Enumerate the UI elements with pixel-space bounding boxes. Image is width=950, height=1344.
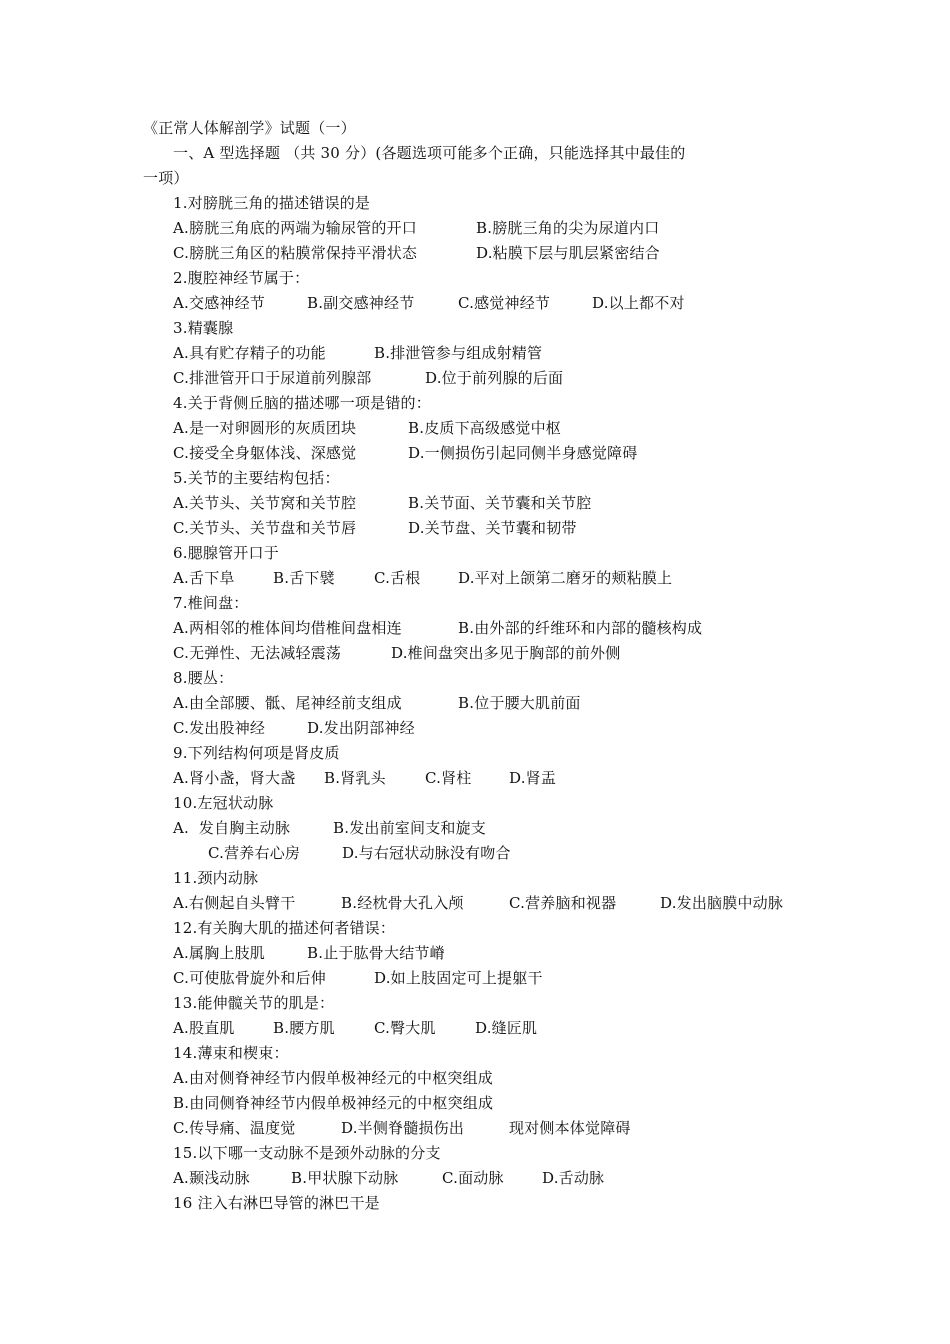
option-a: A.关节头、关节窝和关节腔 xyxy=(173,494,357,512)
question-8-options-row-2 xyxy=(173,718,415,738)
option-d: D.肾盂 xyxy=(509,769,557,787)
question-12-stem: 12.有关胸大肌的描述何者错误： xyxy=(173,919,396,937)
option-d: D.发出脑膜中动脉 xyxy=(660,894,784,912)
option-d: D.椎间盘突出多见于胸部的前外侧 xyxy=(391,644,621,662)
option-b: B.位于腰大肌前面 xyxy=(458,694,581,712)
option-b: B.关节面、关节囊和关节腔 xyxy=(408,494,592,512)
question-4-options-row-1 xyxy=(173,418,561,438)
option-c: C.可使肱骨旋外和后伸 xyxy=(173,969,326,987)
option-c: C.接受全身躯体浅、深感觉 xyxy=(173,444,357,462)
question-9-options-row-1 xyxy=(173,768,557,788)
question-14-option-b: B.由同侧脊神经节内假单极神经元的中枢突组成 xyxy=(173,1094,494,1112)
option-a: A.交感神经节 xyxy=(173,294,266,312)
option-a: A.舌下阜 xyxy=(173,569,235,587)
option-c: C.感觉神经节 xyxy=(458,294,551,312)
question-6-options-row-1 xyxy=(173,568,673,588)
question-2-stem: 2.腹腔神经节属于： xyxy=(173,269,310,287)
section-heading-continued: 一项） xyxy=(143,169,189,187)
option-c: C.传导痛、温度觉 xyxy=(173,1119,296,1137)
question-8-stem: 8.腰丛： xyxy=(173,669,234,687)
question-15-stem: 15.以下哪一支动脉不是颈外动脉的分支 xyxy=(173,1144,441,1162)
option-b: B.肾乳头 xyxy=(324,769,386,787)
question-14-option-a: A.由对侧脊神经节内假单极神经元的中枢突组成 xyxy=(173,1069,494,1087)
option-b: B.腰方肌 xyxy=(273,1019,335,1037)
question-15-options-row-1 xyxy=(173,1168,605,1188)
option-a: A.两相邻的椎体间均借椎间盘相连 xyxy=(173,619,402,637)
question-3-options-row-2 xyxy=(173,368,564,388)
section-heading: 一、A 型选择题 （共 30 分）(各题选项可能多个正确，只能选择其中最佳的 xyxy=(173,144,686,162)
question-1-options-row-2 xyxy=(173,243,660,263)
option-c: C.膀胱三角区的粘膜常保持平滑状态 xyxy=(173,244,418,262)
option-a: A.膀胱三角底的两端为输尿管的开口 xyxy=(173,219,418,237)
question-3-options-row-1 xyxy=(173,343,543,363)
question-11-options-row-1 xyxy=(173,893,784,913)
option-a: A. 发自胸主动脉 xyxy=(173,819,291,837)
question-1-stem: 1.对膀胱三角的描述错误的是 xyxy=(173,194,371,212)
option-c: C.营养脑和视器 xyxy=(509,894,617,912)
option-d: D.以上都不对 xyxy=(592,294,685,312)
option-c: C.臀大肌 xyxy=(374,1019,436,1037)
question-5-stem: 5.关节的主要结构包括： xyxy=(173,469,340,487)
question-2-options-row-1 xyxy=(173,293,685,313)
question-4-options-row-2 xyxy=(173,443,638,463)
option-d: D.发出阴部神经 xyxy=(307,719,415,737)
option-d: D.半侧脊髓损伤出 xyxy=(341,1119,465,1137)
question-4-stem: 4.关于背侧丘脑的描述哪一项是错的： xyxy=(173,394,431,412)
option-d-continued: 现对侧本体觉障碍 xyxy=(509,1119,631,1137)
option-a: A.右侧起自头臂干 xyxy=(173,894,296,912)
option-c: C.面动脉 xyxy=(442,1169,504,1187)
question-5-options-row-1 xyxy=(173,493,592,513)
option-b: B.发出前室间支和旋支 xyxy=(333,819,486,837)
question-6-stem: 6.腮腺管开口于 xyxy=(173,544,279,562)
question-1-options-row-1 xyxy=(173,218,660,238)
option-b: B.皮质下高级感觉中枢 xyxy=(408,419,561,437)
option-a: A.股直肌 xyxy=(173,1019,235,1037)
option-c: C.无弹性、无法减轻震荡 xyxy=(173,644,342,662)
option-d: D.一侧损伤引起同侧半身感觉障碍 xyxy=(408,444,638,462)
option-d: D.平对上颌第二磨牙的颊粘膜上 xyxy=(458,569,673,587)
question-7-stem: 7.椎间盘： xyxy=(173,594,249,612)
option-c: C.排泄管开口于尿道前列腺部 xyxy=(173,369,372,387)
option-c: C.肾柱 xyxy=(425,769,472,787)
question-10-options-row-1 xyxy=(173,818,486,838)
option-b: B.排泄管参与组成射精管 xyxy=(374,344,543,362)
option-b: B.副交感神经节 xyxy=(307,294,415,312)
question-7-options-row-1 xyxy=(173,618,703,638)
question-3-stem: 3.精囊腺 xyxy=(173,319,234,337)
question-10-stem: 10.左冠状动脉 xyxy=(173,794,274,812)
question-11-stem: 11.颈内动脉 xyxy=(173,869,259,887)
option-b: B.膀胱三角的尖为尿道内口 xyxy=(476,219,660,237)
question-14-stem: 14.薄束和楔束： xyxy=(173,1044,289,1062)
question-14-options-row-3 xyxy=(173,1118,631,1138)
option-b: B.甲状腺下动脉 xyxy=(291,1169,399,1187)
document-title: 《正常人体解剖学》试题（一） xyxy=(143,119,356,137)
question-10-options-row-2 xyxy=(208,843,511,863)
question-12-options-row-1 xyxy=(173,943,445,963)
option-a: A.具有贮存精子的功能 xyxy=(173,344,326,362)
option-a: A.由全部腰、骶、尾神经前支组成 xyxy=(173,694,402,712)
option-a: A.肾小盏，肾大盏 xyxy=(173,769,296,787)
question-5-options-row-2 xyxy=(173,518,577,538)
option-b: B.由外部的纤维环和内部的髓核构成 xyxy=(458,619,703,637)
question-7-options-row-2 xyxy=(173,643,621,663)
option-a: A.属胸上肢肌 xyxy=(173,944,266,962)
option-d: D.粘膜下层与肌层紧密结合 xyxy=(476,244,660,262)
option-c: C.关节头、关节盘和关节唇 xyxy=(173,519,357,537)
option-c: C.营养右心房 xyxy=(208,844,301,862)
question-13-options-row-1 xyxy=(173,1018,538,1038)
option-b: B.经枕骨大孔入颅 xyxy=(341,894,464,912)
question-13-stem: 13.能伸髋关节的肌是： xyxy=(173,994,335,1012)
option-c: C.发出股神经 xyxy=(173,719,266,737)
option-c: C.舌根 xyxy=(374,569,421,587)
option-b: B.止于肱骨大结节嵴 xyxy=(307,944,445,962)
question-16-stem: 16 注入右淋巴导管的淋巴干是 xyxy=(173,1194,380,1212)
question-8-options-row-1 xyxy=(173,693,581,713)
option-a: A.是一对卵圆形的灰质团块 xyxy=(173,419,357,437)
option-d: D.位于前列腺的后面 xyxy=(425,369,564,387)
option-a: A.颞浅动脉 xyxy=(173,1169,250,1187)
option-d: D.舌动脉 xyxy=(542,1169,605,1187)
option-d: D.与右冠状动脉没有吻合 xyxy=(342,844,511,862)
option-b: B.舌下襞 xyxy=(273,569,335,587)
question-12-options-row-2 xyxy=(173,968,543,988)
option-d: D.缝匠肌 xyxy=(475,1019,538,1037)
option-d: D.关节盘、关节囊和韧带 xyxy=(408,519,577,537)
option-d: D.如上肢固定可上提躯干 xyxy=(374,969,543,987)
question-9-stem: 9.下列结构何项是肾皮质 xyxy=(173,744,340,762)
